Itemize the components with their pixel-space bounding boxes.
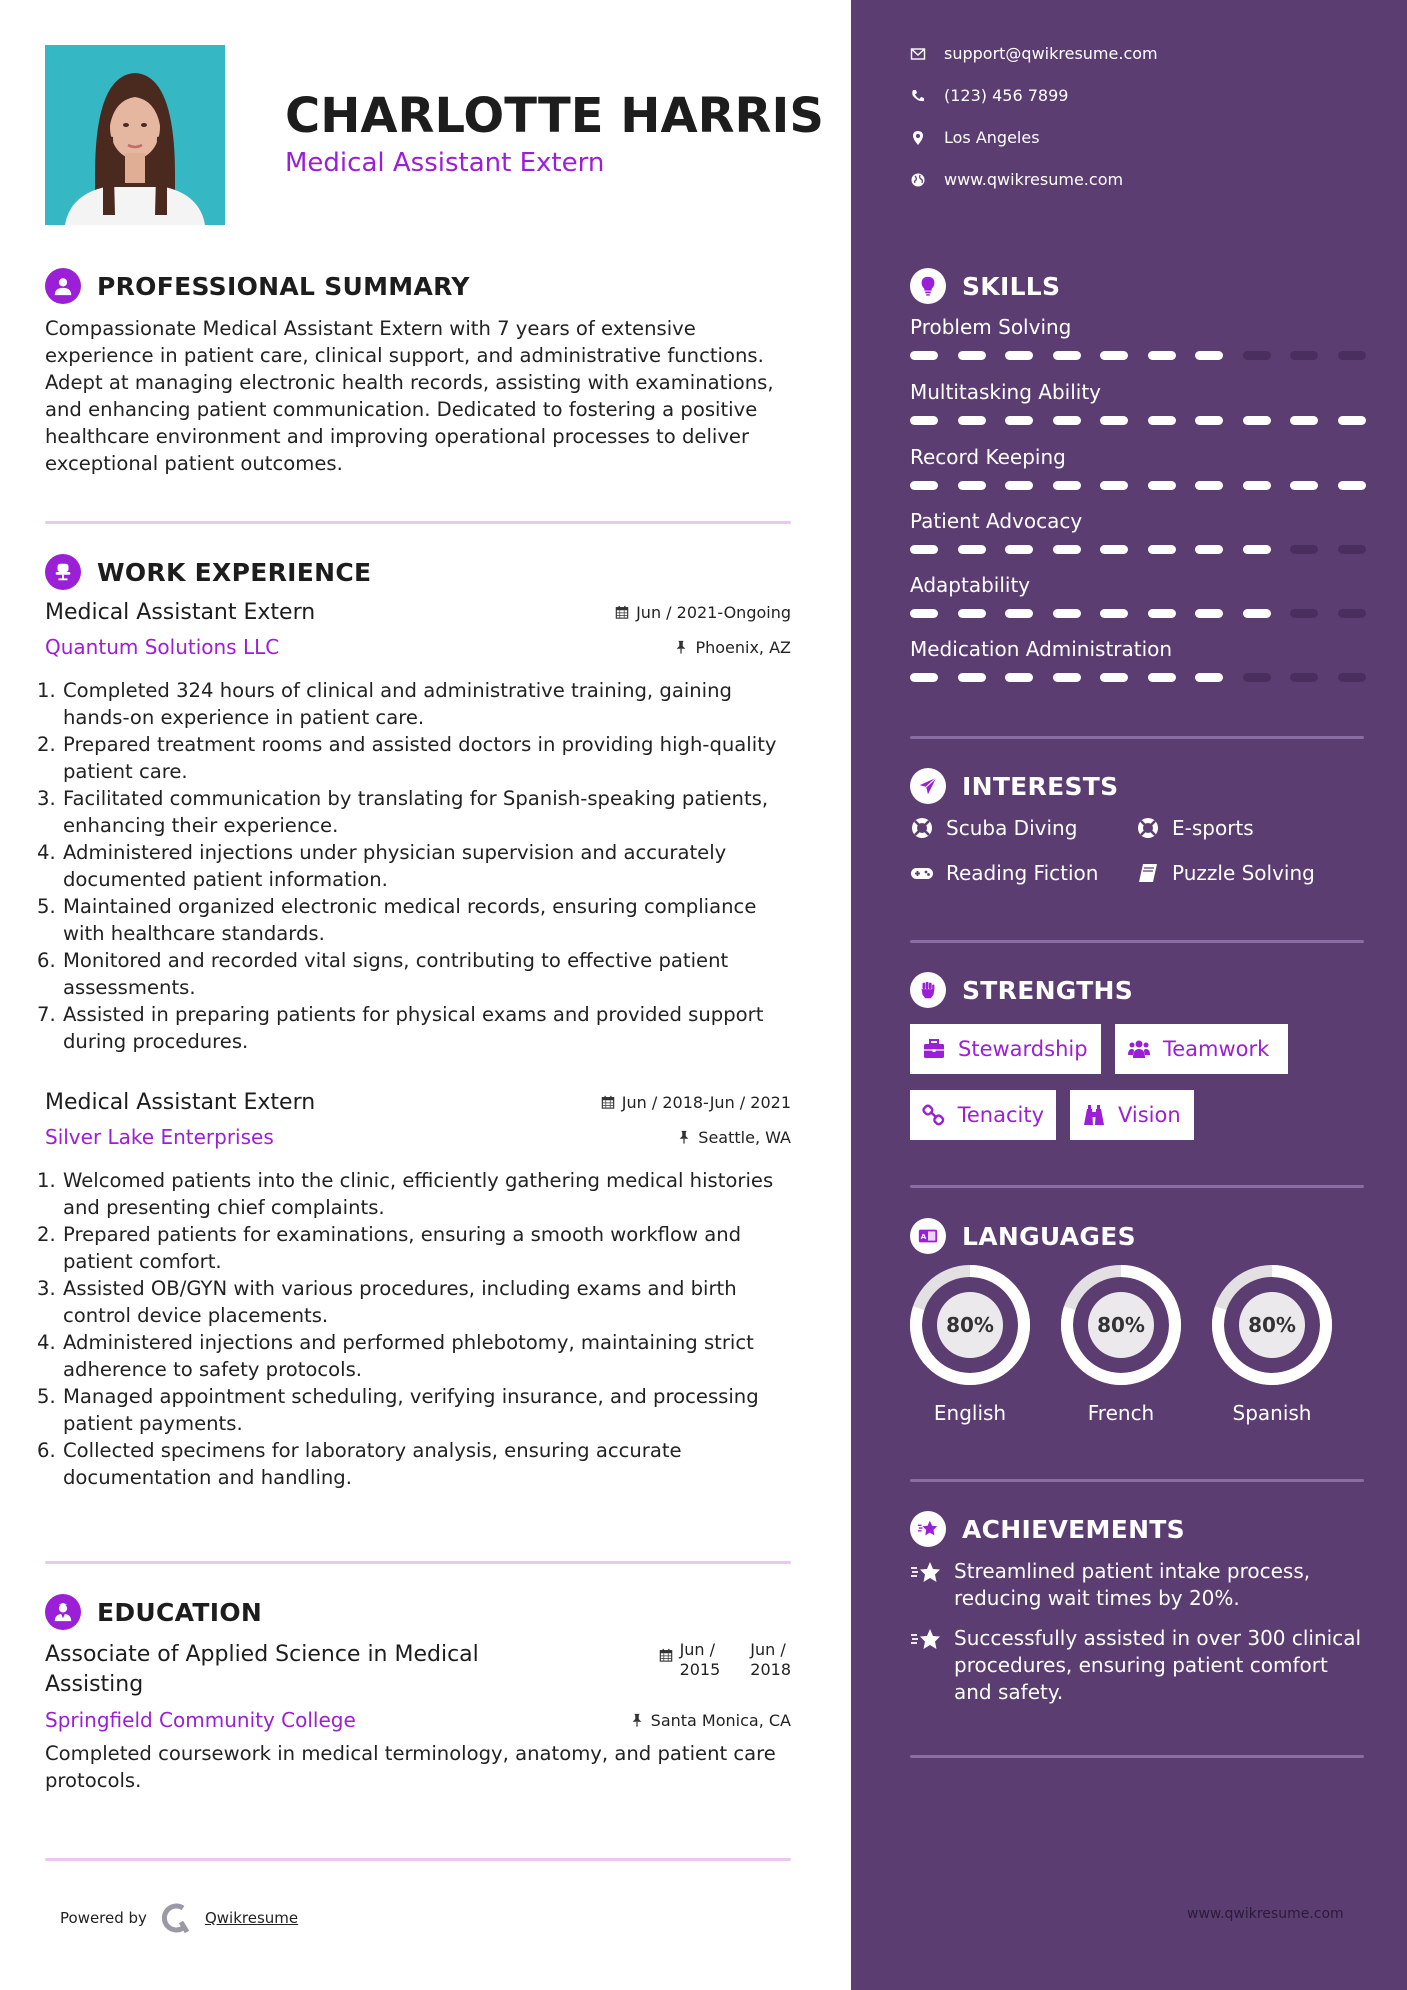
section-divider	[45, 1561, 791, 1564]
language-item: 80% French	[1061, 1265, 1181, 1425]
calendar-icon	[659, 1648, 673, 1662]
interests-heading	[910, 768, 1118, 804]
briefcase-icon	[922, 1037, 946, 1061]
translate-icon	[910, 1218, 946, 1254]
languages-heading	[910, 1218, 1136, 1254]
job-location: Seattle, WA	[677, 1128, 791, 1147]
candidate-name: CHARLOTTE HARRIS	[285, 88, 824, 144]
bullet-item: 6. Collected specimens for laboratory analysis, ensuring accurate documentation and handling.	[37, 1439, 682, 1489]
pushpin-icon	[677, 1130, 691, 1144]
strengths-heading	[910, 972, 1133, 1008]
calendar-icon	[601, 1095, 615, 1109]
skills-heading	[910, 268, 1060, 304]
education-dates	[659, 1640, 791, 1680]
svg-text:A: A	[920, 1232, 927, 1242]
skill-item: Multitasking Ability	[910, 380, 1366, 425]
job-company: Silver Lake Enterprises	[45, 1125, 274, 1149]
portrait-image	[45, 45, 225, 225]
interest-item: Reading Fiction	[910, 861, 1098, 885]
degree-title: Associate of Applied Science in Medical Assisting	[45, 1642, 479, 1697]
job-date: Jun / 2018-Jun / 2021	[601, 1093, 791, 1112]
qwikresume-logo-icon	[161, 1902, 193, 1934]
pushpin-icon	[674, 640, 688, 654]
bullet-item: 4. Administered injections under physician supervision and accurately documented patient information.	[37, 841, 727, 891]
contact-email[interactable]: support@qwikresume.com	[910, 44, 1158, 63]
users-icon	[1127, 1037, 1151, 1061]
job-date: Jun / 2021-Ongoing	[615, 603, 791, 622]
section-divider	[910, 940, 1364, 943]
job-bullets	[37, 1167, 791, 1491]
globe-icon	[910, 172, 926, 188]
contact-website[interactable]: www.qwikresume.com	[910, 170, 1123, 189]
job-entry	[37, 1090, 791, 1491]
job-entry	[37, 600, 791, 1055]
school-location: Santa Monica, CA	[630, 1711, 791, 1730]
skill-rating-bar	[910, 416, 1366, 425]
strength-badge: Stewardship	[910, 1024, 1101, 1074]
gamepad-icon	[910, 861, 934, 885]
shooting-star-icon	[910, 1627, 942, 1653]
bullet-item: 1. Completed 324 hours of clinical and administrative training, gaining hands-on experience in patient care.	[37, 679, 732, 729]
skill-rating-bar	[910, 545, 1366, 554]
skill-item: Problem Solving	[910, 315, 1366, 360]
shooting-star-icon	[910, 1560, 942, 1586]
skills-title: SKILLS	[962, 271, 1061, 301]
strength-badge: Tenacity	[910, 1090, 1056, 1140]
bullet-item: 5. Maintained organized electronic medical records, ensuring compliance with healthcare standards.	[37, 895, 757, 945]
user-icon	[45, 268, 81, 304]
map-pin-icon	[910, 130, 926, 146]
language-progress-ring: 80%	[1212, 1265, 1332, 1385]
calendar-icon	[615, 605, 629, 619]
skill-item: Patient Advocacy	[910, 509, 1366, 554]
section-divider	[910, 1185, 1364, 1188]
binoculars-icon	[1082, 1103, 1106, 1127]
lightbulb-icon	[910, 268, 946, 304]
language-item: 80% English	[910, 1265, 1030, 1425]
link-icon	[922, 1103, 946, 1127]
job-title: Medical Assistant Extern	[45, 1090, 316, 1115]
interest-item: E-sports	[1136, 816, 1254, 840]
education-entry	[45, 1640, 791, 1794]
language-item: 80% Spanish	[1212, 1265, 1332, 1425]
bullet-item: 2. Prepared patients for examinations, ensuring a smooth workflow and patient comfort.	[37, 1223, 742, 1273]
language-progress-ring: 80%	[910, 1265, 1030, 1385]
bullet-item: 5. Managed appointment scheduling, verifying insurance, and processing patient payments.	[37, 1385, 759, 1435]
envelope-icon	[910, 46, 926, 62]
chair-icon	[45, 554, 81, 590]
experience-heading	[45, 554, 371, 590]
achievements-title: ACHIEVEMENTS	[962, 1514, 1185, 1544]
language-progress-ring: 80%	[1061, 1265, 1181, 1385]
summary-title: PROFESSIONAL SUMMARY	[97, 271, 470, 301]
start-date: Jun / 2015	[679, 1640, 721, 1679]
contact-location: Los Angeles	[910, 128, 1040, 147]
bullet-item: 7. Assisted in preparing patients for physical exams and provided support during procedures.	[37, 1003, 764, 1053]
strength-badge: Teamwork	[1115, 1024, 1288, 1074]
strengths-title: STRENGTHS	[962, 975, 1134, 1005]
candidate-role: Medical Assistant Extern	[285, 148, 605, 178]
contact-phone[interactable]: (123) 456 7899	[910, 86, 1068, 105]
job-title: Medical Assistant Extern	[45, 600, 316, 625]
pushpin-icon	[630, 1713, 644, 1727]
achievement-item: Successfully assisted in over 300 clinical procedures, ensuring patient comfort and safety.	[910, 1625, 1366, 1706]
bullet-item: 2. Prepared treatment rooms and assisted doctors in providing high-quality patient care.	[37, 733, 777, 783]
skill-item: Adaptability	[910, 573, 1366, 618]
section-divider	[45, 521, 791, 524]
lifebuoy-icon	[1136, 816, 1160, 840]
graduate-icon	[45, 1594, 81, 1630]
achievement-item: Streamlined patient intake process, reducing wait times by 20%.	[910, 1558, 1366, 1612]
interest-item: Scuba Diving	[910, 816, 1077, 840]
skill-rating-bar	[910, 673, 1366, 682]
phone-icon	[910, 88, 926, 104]
footer-website-link[interactable]: www.qwikresume.com	[1187, 1906, 1344, 1922]
education-heading	[45, 1594, 262, 1630]
skill-rating-bar	[910, 481, 1366, 490]
bullet-item: 4. Administered injections and performed phlebotomy, maintaining strict adherence to safety protocols.	[37, 1331, 754, 1381]
section-divider	[910, 1755, 1364, 1758]
paper-plane-icon	[910, 768, 946, 804]
book-icon	[1136, 861, 1160, 885]
interest-item: Puzzle Solving	[1136, 861, 1315, 885]
qwikresume-link[interactable]: Qwikresume	[204, 1909, 299, 1927]
skill-item: Record Keeping	[910, 445, 1366, 490]
bullet-item: 6. Monitored and recorded vital signs, contributing to effective patient assessments.	[37, 949, 729, 999]
summary-text: Compassionate Medical Assistant Extern with 7 years of extensive experience in patient care, clinical support, and administrative functions. Adept at managing electronic health records, assisting with examinations, and enhancing patient communication. Dedicated to fostering a positive healthcare environment and improving operational processes to deliver exceptional patient outcomes.	[45, 317, 774, 475]
bullet-item: 3. Assisted OB/GYN with various procedures, including exams and birth control device placements.	[37, 1277, 737, 1327]
achievements-heading	[910, 1511, 1185, 1547]
skill-item: Medication Administration	[910, 637, 1366, 682]
bullet-item: 3. Facilitated communication by translating for Spanish-speaking patients, enhancing their experience.	[37, 787, 769, 837]
profile-photo	[45, 45, 225, 225]
section-divider	[910, 1479, 1364, 1482]
shooting-star-icon	[910, 1511, 946, 1547]
school-name: Springfield Community College	[45, 1708, 356, 1732]
bullet-item: 1. Welcomed patients into the clinic, efficiently gathering medical histories and presenting chief complaints.	[37, 1169, 774, 1219]
job-company: Quantum Solutions LLC	[45, 635, 280, 659]
section-divider	[45, 1858, 791, 1861]
section-divider	[910, 736, 1364, 739]
education-description: Completed coursework in medical terminology, anatomy, and patient care protocols.	[45, 1742, 776, 1792]
powered-by: Powered by Qwikresume	[60, 1902, 298, 1934]
summary-heading	[45, 268, 470, 304]
languages-title: LANGUAGES	[962, 1221, 1136, 1251]
job-bullets	[37, 677, 791, 1055]
skill-rating-bar	[910, 351, 1366, 360]
strength-badge: Vision	[1070, 1090, 1194, 1140]
skill-rating-bar	[910, 609, 1366, 618]
lifebuoy-icon	[910, 816, 934, 840]
fist-icon	[910, 972, 946, 1008]
end-date: Jun / 2018	[750, 1640, 791, 1679]
job-location: Phoenix, AZ	[674, 638, 791, 657]
experience-title: WORK EXPERIENCE	[97, 557, 372, 587]
education-title: EDUCATION	[97, 1597, 263, 1627]
interests-title: INTERESTS	[962, 771, 1119, 801]
